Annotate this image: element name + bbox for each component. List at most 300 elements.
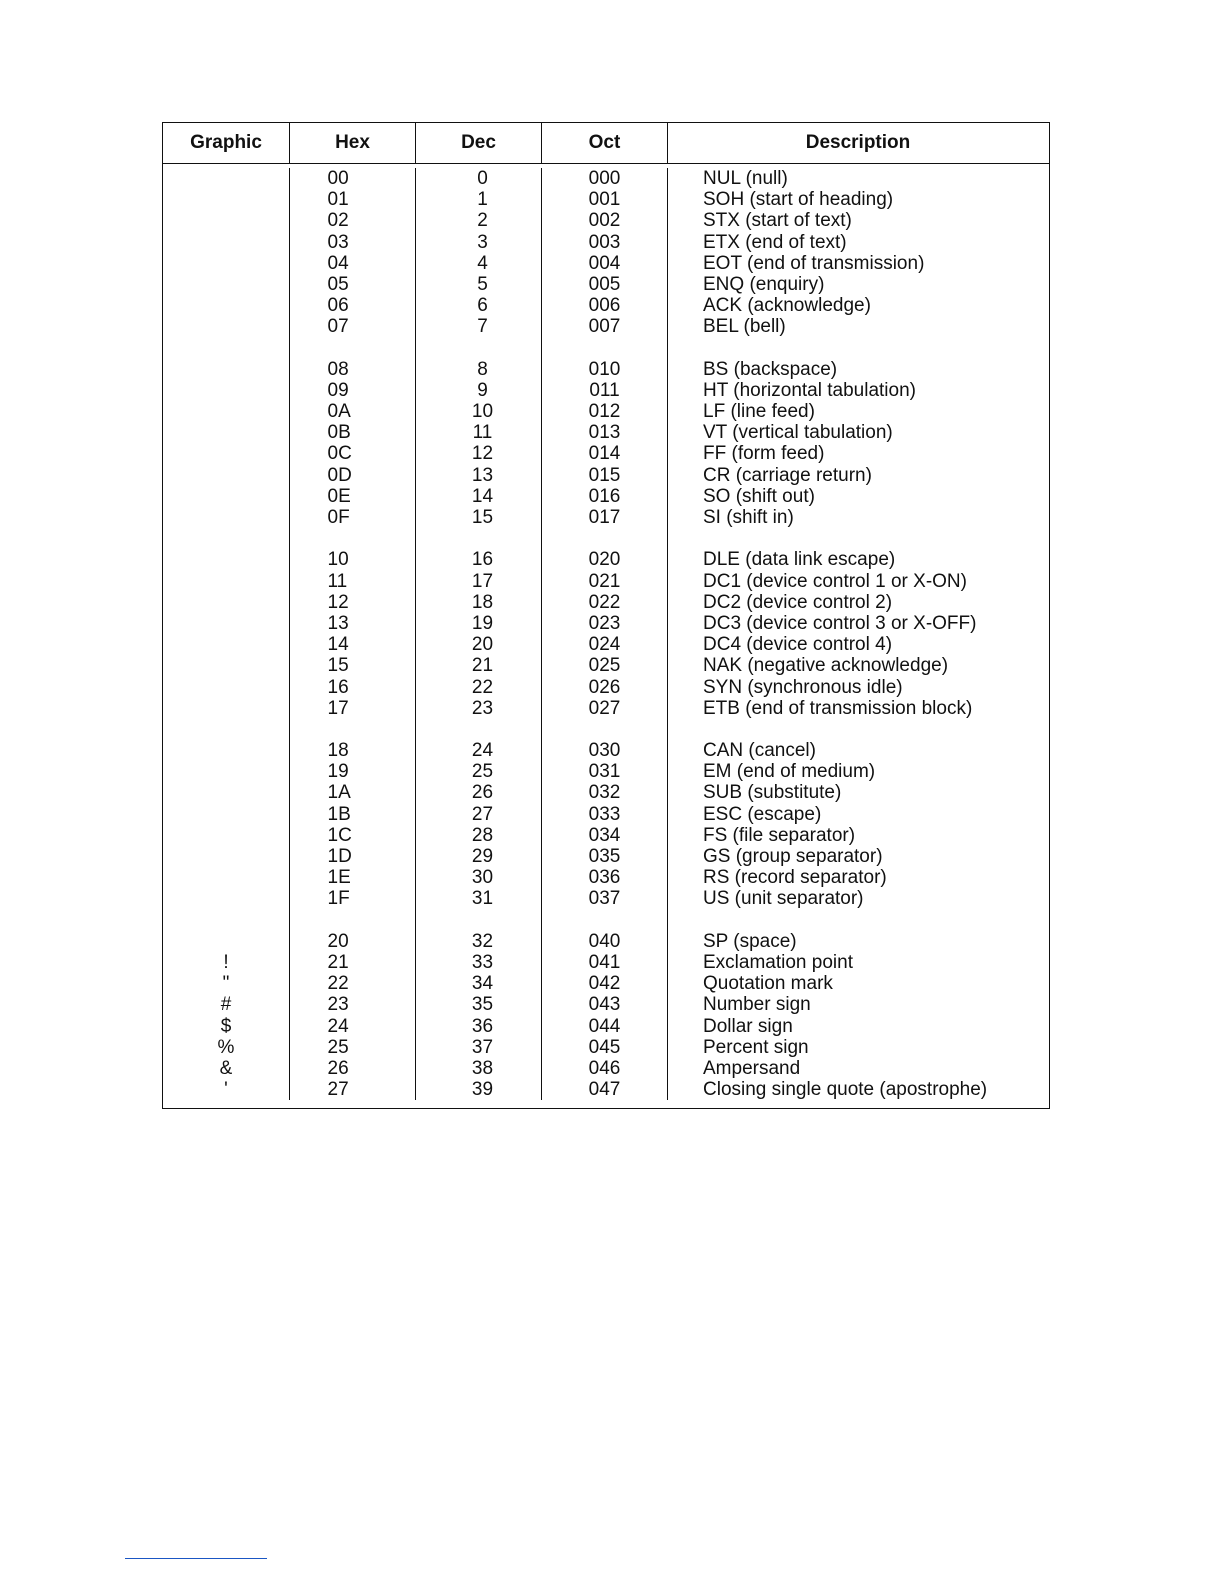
cell-hex-value: 14 — [327, 634, 349, 656]
cell-desc: FF (form feed) — [703, 443, 825, 465]
group-spacer — [416, 910, 541, 931]
cell-dec — [416, 232, 541, 253]
cell-dec — [416, 189, 541, 210]
cell-dec-value: 23 — [471, 697, 494, 719]
cell-dec — [416, 549, 541, 570]
cell-graphic — [163, 761, 289, 782]
cell-graphic — [163, 867, 289, 888]
cell-graphic — [163, 253, 289, 274]
cell-hex-value: 10 — [327, 549, 349, 571]
cell-hex — [290, 295, 415, 316]
cell-hex — [290, 401, 415, 422]
cell-hex-value: 0B — [327, 422, 351, 444]
cell-dec-value: 14 — [471, 485, 494, 507]
cell-hex-value: 16 — [327, 676, 349, 698]
cell-dec-value: 4 — [477, 252, 488, 274]
cell-hex-value: 0C — [327, 443, 352, 465]
cell-oct: 025 — [588, 655, 621, 677]
cell-oct: 001 — [588, 189, 621, 211]
cell-desc: BS (backspace) — [703, 358, 838, 380]
cell-hex-value: 1E — [327, 867, 351, 889]
cell-desc: NAK (negative acknowledge) — [703, 655, 949, 677]
cell-graphic — [163, 931, 289, 952]
cell-desc: DLE (data link escape) — [703, 549, 896, 571]
graphic-column — [163, 168, 290, 1100]
cell-hex-value: 25 — [327, 1036, 349, 1058]
cell-hex — [290, 888, 415, 909]
cell-hex-value: 09 — [327, 379, 349, 401]
cell-oct: 023 — [588, 612, 621, 634]
cell-dec — [416, 867, 541, 888]
cell-oct: 015 — [588, 464, 621, 486]
cell-hex — [290, 592, 415, 613]
header-hex: Hex — [290, 123, 416, 163]
cell-hex-value: 01 — [327, 189, 349, 211]
cell-hex-value: 17 — [327, 697, 349, 719]
cell-dec-value: 29 — [471, 846, 494, 867]
cell-oct: 031 — [588, 761, 621, 783]
cell-oct: 003 — [588, 231, 621, 253]
cell-hex-value: 03 — [327, 231, 349, 253]
cell-dec — [416, 380, 541, 401]
cell-hex — [290, 782, 415, 803]
group-spacer — [290, 528, 415, 549]
cell-hex-value: 23 — [327, 994, 349, 1016]
cell-graphic — [163, 507, 289, 528]
cell-dec — [416, 634, 541, 655]
cell-graphic — [163, 316, 289, 337]
cell-graphic: " — [222, 973, 230, 995]
cell-hex — [290, 613, 415, 634]
header-description: Description — [805, 132, 911, 153]
cell-dec — [416, 698, 541, 719]
cell-hex-value: 00 — [327, 168, 349, 189]
cell-oct: 033 — [588, 803, 621, 825]
cell-desc: Closing single quote (apostrophe) — [703, 1079, 988, 1101]
cell-desc: LF (line feed) — [703, 401, 815, 423]
cell-hex-value: 1D — [327, 846, 352, 867]
header-graphic: Graphic — [163, 123, 290, 163]
cell-dec-value: 36 — [471, 1015, 494, 1037]
cell-oct: 011 — [589, 379, 620, 401]
group-spacer — [416, 528, 541, 549]
cell-graphic: $ — [220, 1015, 232, 1037]
cell-hex — [290, 359, 415, 380]
cell-hex — [290, 210, 415, 231]
cell-dec-value: 8 — [477, 358, 488, 380]
description-column — [668, 168, 1048, 1100]
cell-hex-value: 05 — [327, 273, 349, 295]
cell-desc: SUB (substitute) — [703, 782, 842, 804]
cell-graphic — [163, 655, 289, 676]
cell-graphic — [163, 210, 289, 231]
cell-graphic: ' — [224, 1079, 228, 1101]
cell-hex — [290, 994, 415, 1015]
cell-desc: SP (space) — [703, 930, 797, 952]
cell-dec-value: 3 — [477, 231, 488, 253]
cell-oct: 042 — [588, 973, 621, 995]
cell-graphic — [163, 359, 289, 380]
cell-hex-value: 1A — [327, 782, 351, 804]
cell-graphic — [163, 634, 289, 655]
cell-graphic — [163, 189, 289, 210]
cell-hex-value: 18 — [327, 740, 349, 762]
cell-oct: 012 — [588, 401, 621, 423]
group-spacer — [163, 528, 289, 549]
cell-hex — [290, 761, 415, 782]
cell-desc: STX (start of text) — [703, 210, 852, 232]
group-spacer — [163, 719, 289, 740]
cell-graphic: # — [220, 994, 232, 1016]
cell-hex — [290, 1079, 415, 1100]
cell-oct: 005 — [588, 273, 621, 295]
table-body — [163, 164, 1049, 1108]
cell-desc: ENQ (enquiry) — [703, 273, 825, 295]
cell-hex-value: 22 — [327, 973, 349, 995]
cell-graphic — [163, 698, 289, 719]
cell-graphic — [163, 613, 289, 634]
cell-dec-value: 12 — [471, 443, 494, 465]
cell-hex-value: 24 — [327, 1015, 349, 1037]
cell-dec — [416, 571, 541, 592]
cell-hex — [290, 571, 415, 592]
cell-oct: 026 — [588, 676, 621, 698]
cell-hex — [290, 846, 415, 867]
cell-dec-value: 27 — [471, 803, 494, 825]
cell-hex — [290, 422, 415, 443]
group-spacer — [668, 910, 1048, 931]
cell-graphic — [163, 465, 289, 486]
group-spacer — [542, 338, 667, 359]
cell-hex — [290, 274, 415, 295]
cell-hex-value: 0A — [327, 401, 351, 423]
cell-oct: 032 — [588, 782, 621, 804]
hex-column — [290, 168, 416, 1100]
header-oct: Oct — [542, 123, 668, 163]
cell-graphic — [163, 401, 289, 422]
cell-dec — [416, 1058, 541, 1079]
cell-desc: SO (shift out) — [703, 485, 815, 507]
cell-desc: BEL (bell) — [703, 316, 786, 338]
cell-dec-value: 15 — [471, 507, 494, 528]
cell-desc: ACK (acknowledge) — [703, 295, 871, 317]
cell-hex — [290, 486, 415, 507]
cell-desc: Ampersand — [703, 1057, 801, 1079]
cell-graphic — [163, 888, 289, 909]
cell-oct: 043 — [588, 994, 621, 1016]
cell-graphic — [163, 846, 289, 867]
cell-dec-value: 39 — [471, 1079, 494, 1101]
cell-hex — [290, 1058, 415, 1079]
cell-hex — [290, 677, 415, 698]
cell-dec — [416, 994, 541, 1015]
cell-graphic — [163, 168, 289, 189]
cell-oct: 007 — [588, 316, 621, 338]
cell-oct: 027 — [588, 697, 621, 719]
cell-graphic — [163, 486, 289, 507]
cell-hex-value: 06 — [327, 295, 349, 317]
cell-dec-value: 13 — [471, 464, 494, 486]
cell-graphic — [163, 295, 289, 316]
cell-graphic — [163, 677, 289, 698]
cell-dec-value: 24 — [471, 740, 494, 762]
cell-oct: 021 — [588, 570, 621, 592]
cell-hex — [290, 698, 415, 719]
cell-dec — [416, 443, 541, 464]
cell-dec-value: 17 — [471, 570, 494, 592]
cell-hex — [290, 804, 415, 825]
cell-dec-value: 22 — [471, 676, 494, 698]
cell-desc: ESC (escape) — [703, 803, 822, 825]
cell-oct: 030 — [588, 740, 621, 762]
cell-hex-value: 02 — [327, 210, 349, 232]
group-spacer — [542, 719, 667, 740]
cell-oct: 036 — [588, 867, 621, 889]
cell-hex-value: 12 — [327, 591, 349, 613]
cell-hex-value: 0F — [327, 507, 350, 528]
group-spacer — [668, 338, 1048, 359]
cell-desc: FS (file separator) — [703, 824, 856, 846]
group-spacer — [416, 338, 541, 359]
cell-dec-value: 19 — [471, 612, 494, 634]
cell-hex-value: 0E — [327, 485, 351, 507]
cell-dec-value: 34 — [471, 973, 494, 995]
cell-hex-value: 20 — [327, 930, 349, 952]
cell-dec — [416, 973, 541, 994]
cell-desc: DC3 (device control 3 or X-OFF) — [703, 612, 977, 634]
cell-dec — [416, 1037, 541, 1058]
oct-column — [542, 168, 668, 1100]
cell-hex — [290, 867, 415, 888]
cell-desc: Percent sign — [703, 1036, 809, 1058]
cell-oct: 013 — [588, 422, 621, 444]
cell-graphic — [163, 804, 289, 825]
cell-hex — [290, 825, 415, 846]
cell-dec — [416, 888, 541, 909]
group-spacer — [290, 338, 415, 359]
cell-oct: 014 — [588, 443, 621, 465]
group-spacer — [668, 719, 1048, 740]
cell-graphic — [163, 380, 289, 401]
cell-hex-value: 1B — [327, 803, 351, 825]
cell-oct: 040 — [588, 930, 621, 952]
cell-desc: SOH (start of heading) — [703, 189, 894, 211]
cell-dec-value: 37 — [471, 1036, 494, 1058]
cell-oct: 045 — [588, 1036, 621, 1058]
cell-dec-value: 30 — [471, 867, 494, 889]
cell-dec — [416, 1079, 541, 1100]
cell-dec — [416, 740, 541, 761]
cell-dec-value: 6 — [477, 295, 488, 317]
cell-desc: US (unit separator) — [703, 888, 864, 910]
cell-desc: CAN (cancel) — [703, 740, 816, 762]
cell-dec — [416, 316, 541, 337]
cell-hex-value: 26 — [327, 1057, 349, 1079]
cell-dec-value: 0 — [477, 168, 488, 189]
cell-dec — [416, 210, 541, 231]
cell-desc: Quotation mark — [703, 973, 833, 995]
group-spacer — [290, 910, 415, 931]
cell-dec — [416, 486, 541, 507]
cell-graphic — [163, 422, 289, 443]
cell-graphic — [163, 549, 289, 570]
cell-dec — [416, 295, 541, 316]
cell-hex-value: 27 — [327, 1079, 349, 1101]
cell-desc: GS (group separator) — [703, 846, 883, 867]
cell-dec-value: 1 — [477, 189, 488, 211]
cell-dec-value: 26 — [471, 782, 494, 804]
cell-graphic — [163, 443, 289, 464]
cell-dec — [416, 782, 541, 803]
cell-dec-value: 7 — [477, 316, 488, 338]
cell-oct: 004 — [588, 252, 621, 274]
cell-oct: 022 — [588, 591, 621, 613]
cell-hex-value: 11 — [327, 570, 348, 592]
cell-hex-value: 1C — [327, 824, 352, 846]
cell-hex — [290, 1037, 415, 1058]
group-spacer — [542, 910, 667, 931]
cell-desc: SI (shift in) — [703, 507, 794, 528]
cell-hex — [290, 253, 415, 274]
cell-hex-value: 1F — [327, 888, 350, 910]
cell-oct: 002 — [588, 210, 621, 232]
cell-hex — [290, 952, 415, 973]
cell-dec — [416, 359, 541, 380]
cell-hex — [290, 634, 415, 655]
cell-graphic: % — [217, 1036, 235, 1058]
cell-dec — [416, 168, 541, 189]
cell-desc: RS (record separator) — [703, 867, 887, 889]
cell-hex — [290, 1016, 415, 1037]
cell-oct: 047 — [588, 1079, 621, 1101]
cell-oct: 044 — [588, 1015, 621, 1037]
cell-dec-value: 2 — [477, 210, 488, 232]
cell-hex — [290, 232, 415, 253]
cell-hex-value: 08 — [327, 358, 349, 380]
cell-graphic: & — [219, 1057, 233, 1079]
cell-hex — [290, 973, 415, 994]
cell-desc: ETX (end of text) — [703, 231, 847, 253]
cell-desc: ETB (end of transmission block) — [703, 697, 973, 719]
group-spacer — [163, 338, 289, 359]
cell-hex — [290, 189, 415, 210]
cell-hex-value: 04 — [327, 252, 349, 274]
cell-oct: 010 — [588, 358, 621, 380]
cell-oct: 046 — [588, 1057, 621, 1079]
cell-graphic — [163, 782, 289, 803]
cell-dec-value: 9 — [477, 379, 488, 401]
cell-hex — [290, 316, 415, 337]
cell-dec — [416, 401, 541, 422]
cell-dec-value: 10 — [471, 401, 494, 423]
cell-desc: DC1 (device control 1 or X-ON) — [703, 570, 967, 592]
cell-desc: DC2 (device control 2) — [703, 591, 893, 613]
cell-dec-value: 25 — [471, 761, 494, 783]
cell-dec-value: 35 — [471, 994, 494, 1016]
group-spacer — [416, 719, 541, 740]
cell-hex — [290, 740, 415, 761]
group-spacer — [290, 719, 415, 740]
table-header-row — [163, 123, 1049, 164]
cell-dec — [416, 952, 541, 973]
cell-graphic — [163, 825, 289, 846]
cell-hex — [290, 380, 415, 401]
group-spacer — [163, 910, 289, 931]
cell-oct: 037 — [588, 888, 621, 910]
cell-dec — [416, 465, 541, 486]
cell-dec-value: 11 — [472, 422, 493, 444]
cell-dec — [416, 931, 541, 952]
cell-hex-value: 13 — [327, 612, 349, 634]
cell-dec — [416, 507, 541, 528]
cell-dec-value: 31 — [471, 888, 494, 910]
cell-hex-value: 19 — [327, 761, 349, 783]
group-spacer — [668, 528, 1048, 549]
cell-dec — [416, 655, 541, 676]
cell-dec-value: 33 — [471, 951, 494, 973]
cell-desc: DC4 (device control 4) — [703, 634, 893, 656]
cell-dec — [416, 422, 541, 443]
footnote-rule — [125, 1558, 267, 1559]
cell-dec — [416, 846, 541, 867]
cell-oct: 016 — [588, 485, 621, 507]
group-spacer — [542, 528, 667, 549]
cell-hex — [290, 465, 415, 486]
cell-oct: 034 — [588, 824, 621, 846]
dec-column — [416, 168, 542, 1100]
cell-dec — [416, 592, 541, 613]
cell-graphic — [163, 592, 289, 613]
cell-dec — [416, 677, 541, 698]
cell-dec — [416, 761, 541, 782]
header-dec: Dec — [416, 123, 542, 163]
cell-desc: SYN (synchronous idle) — [703, 676, 903, 698]
cell-dec-value: 5 — [477, 273, 488, 295]
cell-oct: 024 — [588, 634, 621, 656]
cell-oct: 006 — [588, 295, 621, 317]
cell-desc: NUL (null) — [703, 168, 788, 189]
cell-hex-value: 21 — [327, 951, 349, 973]
ascii-code-table — [162, 122, 1050, 1109]
cell-oct: 035 — [588, 846, 621, 867]
cell-graphic — [163, 232, 289, 253]
cell-graphic: ! — [223, 951, 229, 973]
cell-desc: EOT (end of transmission) — [703, 252, 925, 274]
cell-oct: 000 — [588, 168, 621, 189]
cell-graphic — [163, 274, 289, 295]
cell-desc: Exclamation point — [703, 951, 853, 973]
cell-desc: Dollar sign — [703, 1015, 793, 1037]
cell-dec-value: 20 — [471, 634, 494, 656]
cell-hex — [290, 443, 415, 464]
cell-hex-value: 15 — [327, 655, 349, 677]
cell-hex — [290, 168, 415, 189]
cell-desc: CR (carriage return) — [703, 464, 872, 486]
cell-desc: EM (end of medium) — [703, 761, 876, 783]
cell-desc: VT (vertical tabulation) — [703, 422, 893, 444]
cell-hex — [290, 931, 415, 952]
cell-hex — [290, 655, 415, 676]
cell-dec-value: 21 — [471, 655, 494, 677]
cell-dec-value: 32 — [471, 930, 494, 952]
cell-oct: 041 — [588, 951, 621, 973]
cell-oct: 020 — [588, 549, 621, 571]
cell-dec — [416, 253, 541, 274]
cell-dec — [416, 825, 541, 846]
cell-dec — [416, 274, 541, 295]
cell-oct: 017 — [588, 507, 621, 528]
cell-hex-value: 0D — [327, 464, 352, 486]
